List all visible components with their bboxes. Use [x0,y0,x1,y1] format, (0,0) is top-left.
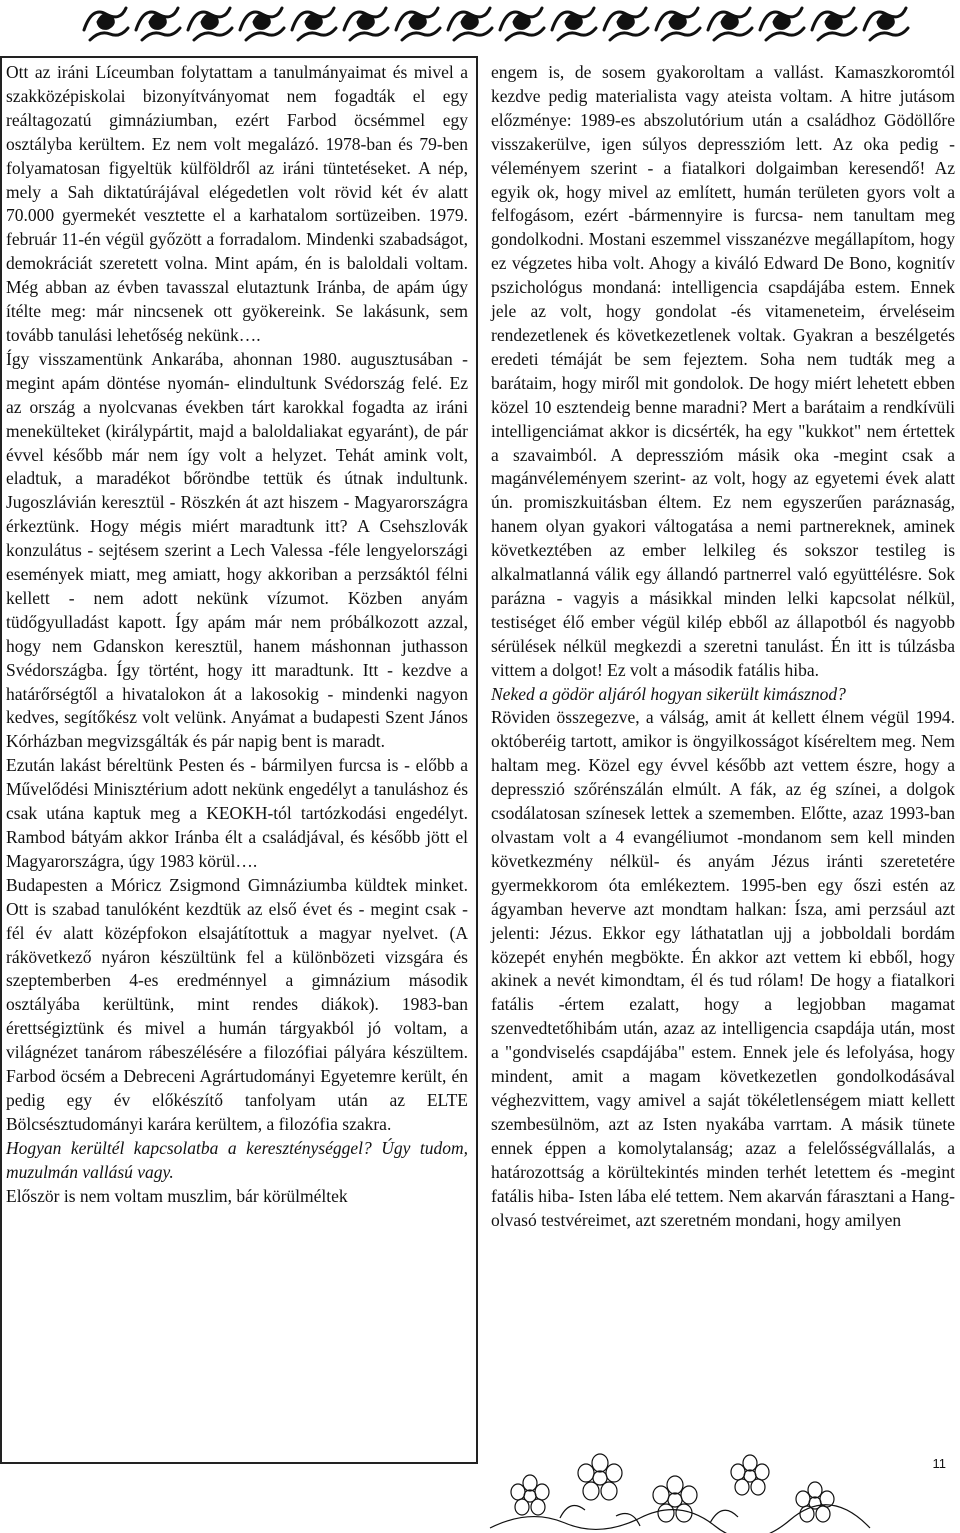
ornament-tulip-icon [80,0,132,46]
body-paragraph: Ezután lakást béreltünk Pesten és - bármilyen furcsa is - előbb a Művelődési Minisztérium adott nekünk engedélyt a tanuláshoz és csak utána kaptuk meg a KEOKH-tól tartózkodási engedélyt. Rambod bátyám akkor Iránba élt a családjával, és később jött el Magyarországra, úgy 1983 körül…. [6,755,468,871]
ornament-tulip-icon [756,0,808,46]
ornament-tulip-icon [652,0,704,46]
interview-question: Neked a gödör aljáról hogyan sikerült kimásznod? [491,683,846,704]
ornament-tulip-icon [860,0,912,46]
ornament-tulip-icon [808,0,860,46]
page-number: 11 [932,1456,946,1471]
body-paragraph: Így visszamentünk Ankarába, ahonnan 1980. augusztusában -megint apám döntése nyomán- elindultunk Svédország felé. Ez az ország a nyolcvanas években tárt karokkal fogadta az iráni menekülteket (királypártit, majd a baloldaliakat egyaránt), de pár évvel később már nem így volt a helyzet. Tehát amink volt, eladtuk, a maradékot bőröndbe tettük és útnak indultunk. Jugoszlávián keresztül - Röszkén át azt hiszem - Magyarországra érkeztünk. Hogy mégis miért maradtunk itt? A Csehszlovák konzulátus - sejtésem szerint a Lech Valessa -féle lengyelországi események miatt, meg amiatt, hogy akkoriban a perzsáktól félni kellett - nem adott nekünk vízumot. Közben anyám tüdőgyulladást kapott. Így apám már nem próbálkozott azzal, hogy nem Gdanskon keresztül, hanem máshonnan juthasson Svédországba. Így történt, hogy itt maradtunk. Itt - kezdve a határőrségtől a hivatalokon át a lakosokig - mindenki nagyon kedves, segítőkész volt velünk. Anyámat a budapesti Szent János Kórházban megvizsgálták és pár napig bent is maradt. [6,348,468,752]
ornament-tulip-icon [600,0,652,46]
ornamental-top-border [80,0,952,46]
body-paragraph: Ott az iráni Líceumban folytattam a tanulmányaimat és mivel a szakközépiskolai bizonyítványomat nem fogadták el egy reáltagozatú gimnáziumban, ezért Farbod öcsémmel egy osztályba kerültem. Ez nem volt megalázó. 1978-ban és 79-ben folyamatosan figyeltük külföldről az iráni tüntetéseket. A nép, mely a Sah diktatúrájával elégedetlen volt rövid két év alatt 70.000 gyermekét vesztette el a karhatalom sortüzeiben. 1979. február 11-én végül győzött a forradalom. Mindenki szabadságot, demokráciát szeretett volna. Mint apám, én is baloldali voltam. Még abban az évben tavasszal elutaztunk Iránba, de apám úgy ítélte meg: már nincsenek ott gyökereink. Se lakásunk, sem tovább tanulási lehetőség nekünk…. [6,62,468,345]
flower-cluster-illustration-icon [470,1448,890,1533]
left-column [6,61,468,1209]
ornament-tulip-icon [496,0,548,46]
ornament-tulip-icon [340,0,392,46]
ornament-tulip-icon [392,0,444,46]
body-paragraph: Budapesten a Móricz Zsigmond Gimnáziumba küldtek minket. Ott is szabad tanulóként kezdtük az első évet és - megint csak - fél év alatt középfokon elsajátítottuk a magyar nyelvet. (A rákövetkező nyáron készültünk fel a különbözeti vizsgára és szeptemberben 4-es eredménnyel a gimnázium második osztályába kerültünk, mint rendes diákok). 1983-ban érettségiztünk és mivel a humán tárgyakból jó voltam, a világnézet tanárom rábeszélésére a filozófiai pályára készültem. Farbod öcsém a Debreceni Agrártudományi Egyetemre került, én pedig egy év előkészítő tanfolyam után az ELTE Bölcsésztudományi karára kerültem, a filozófia szakra. [6,874,468,1134]
ornament-tulip-icon [704,0,756,46]
column-divider [476,56,478,1464]
ornament-tulip-icon [548,0,600,46]
body-paragraph: engem is, de sosem gyakoroltam a vallást. Kamaszkoromtól kezdve pedig materialista vagy ateista voltam. A hitre jutásom előzménye: 1989-es abszolutórium után a családhoz Gödöllőre visszakerülve, igen súlyos depresszióm lett. Az oka pedig - véleményem szerint - a fiatalkori dolgaimban keresendő! Az egyik ok, hogy mivel az említett, humán területen gyors volt a felfogásom, ezért -bármennyire is furcsa- nem tanultam meg gondolkodni. Mostani eszemmel visszanézve megállapítom, hogy ez végzetes hiba volt. Ahogy a kiváló Edward De Bono, kognitív pszichológus mondaná: intelligencia csapdájába estem. Ennek jele az volt, hogy gondolat -és vitameneteim, érveléseim rendezetlenek és következetlenek voltak. Gyakran a beszélgetés eredeti témáját be sem fejeztem. Soha nem tudták meg a barátaim, hogy miről mit gondolok. De hogy miért lehetett ebben közel 10 esztendeig benne maradni? Mert a barátaim a rendkívüli intelligenciámat akkor is dicsérték, ha egy "kukkot" nem értettek a szavaimból. A depresszióm másik oka -megint csak a magánvéleményem szerint- az volt, hogy az egyetemi évek alatt ún. promiszkuitásban éltem. Ez nem egyszerűen paráznaság, hanem olyan gyakori váltogatása a nemi partnereknek, aminek következtében az ember lelkileg és sokszor testileg is alkalmatlanná válik egy állandó partnerrel való együttélésre. Sok parázna - vagyis a másikkal minden lelki kapcsolat nélkül, testiséget élő ember végül kilép ebből az állapotból és nagyobb sérülések nélkül megkezdi a szeretni tanulást. Én itt is túlzásba vittem a dolgot! Ez volt a második fatális hiba. [491,62,955,680]
ornament-tulip-icon [444,0,496,46]
right-column [491,61,955,1232]
frame-bottom-rule [0,1462,476,1464]
body-paragraph: Először is nem voltam muszlim, bár körülméltek [6,1185,348,1206]
ornament-tulip-icon [236,0,288,46]
interview-question: Hogyan kerültél kapcsolatba a kereszténységgel? Úgy tudom, muzulmán vallású vagy. [6,1137,468,1182]
ornament-tulip-icon [288,0,340,46]
body-paragraph: Röviden összegezve, a válság, amit át kellett élnem végül 1994. októberéig tartott, amikor is öngyilkosságot kíséreltem meg. Nem haltam meg. Közel egy évvel később azt vettem észre, hogy a depresszió szőrénszálán elmúlt. A fák, az ég színei, a dolgok csodálatosan színesek lettek a szememben. Előtte, azaz 1993-ban olvastam volt a 4 evangéliumot -mondanom sem kell minden következmény nélkül- és anyám Jézus iránti szeretetére gyermekkorom óta emlékeztem. 1995-ben egy őszi estén az ágyamban heverve azt mondtam halkan: Ísza, ami perzsául azt jelenti: Jézus. Ekkor egy láthatatlan ujj a jobboldali bordám közepét enyhén megbökte. Én akkor azt vettem ki ebből, hogy akinek a nevét kimondtam, él és tud rólam! De hogy a fiatalkori fatális -értem ezalatt, hogy a legjobban magamat szenvedtetőhibám után, azaz az intelligencia csapdája után, most a "gondviselés csapdájába" estem. Ennek jele és lefolyása, hogy mindent, amit a magam következetlen gondolkodásával véghezvittem, vagy amivel a saját tökéletlenségem miatt kellett szembesülnöm, azt az Isten nyakába varrtam. A másik tünete ennek éppen a komolytalanság; azaz a felelősségvállalás, a határozottság a körültekintés minden terhét letettem és -megint fatális hiba- Isten lába elé tettem. Nem akarván fárasztani a Hang-olvasó testvéreimet, azt szeretném mondani, hogy amilyen [491,707,955,1230]
ornament-tulip-icon [184,0,236,46]
ornament-tulip-icon [132,0,184,46]
